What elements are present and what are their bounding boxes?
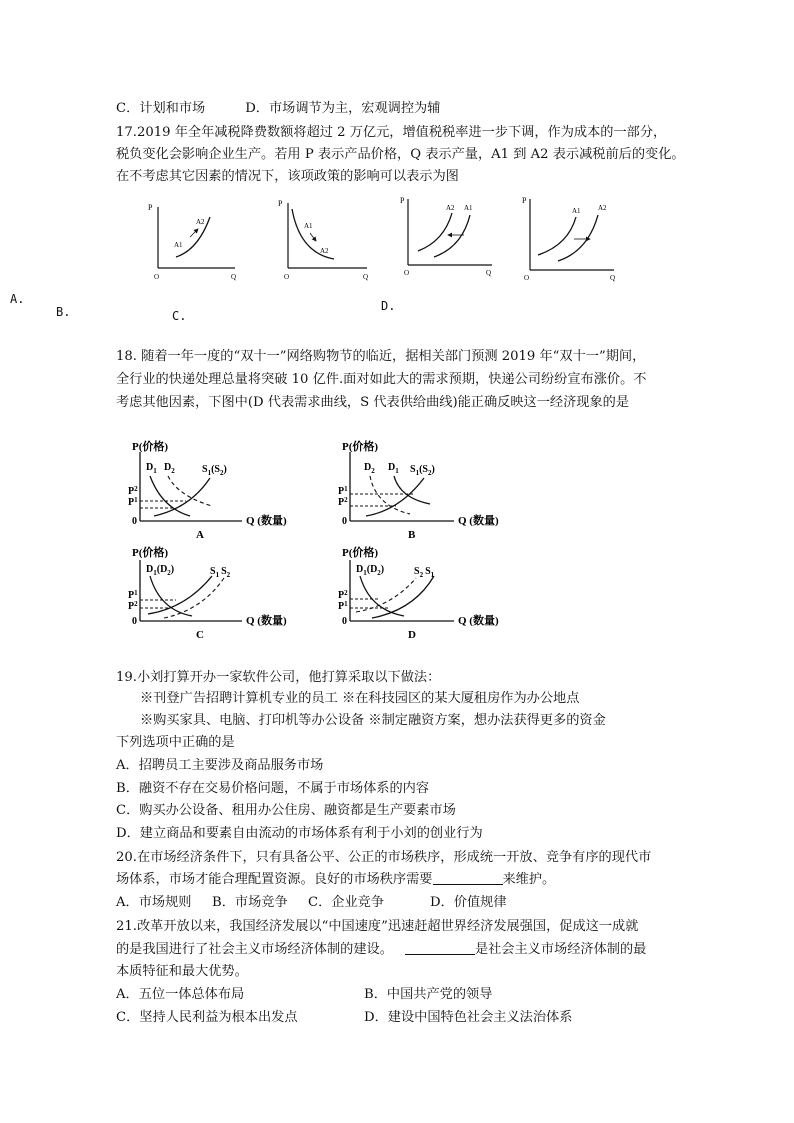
q21-answer-blank: [405, 940, 475, 955]
svg-text:P2: $P^2$: [128, 600, 138, 612]
q19-option-b: B．融资不存在交易价格问题，不属于市场体系的内容: [116, 781, 430, 796]
q17-a-curve-2: A2: [196, 218, 205, 226]
q17-stem-line-1: 17.2019 年全年减税降费数额将超过 2 万亿元，增值税税率进一步下调，作为成本的一部分，: [116, 125, 667, 140]
q21-options-row-1: [116, 984, 492, 1006]
q20-stem-line-2: [116, 869, 555, 891]
q17-a-q-label: Q: [231, 273, 237, 281]
q17-b-curve-1: A1: [304, 222, 313, 230]
svg-text:D2: $D_2$: [364, 462, 375, 475]
q16-option-c: C．计划和市场: [116, 101, 206, 116]
svg-text:S1S2: $S_1$ $S_2$: [210, 566, 231, 579]
q18-chart-a: [128, 439, 287, 541]
svg-text:P1: $P^1$: [128, 589, 138, 601]
q18-stem-line-2: 全行业的快递处理总量将突破 10 亿件.面对如此大的需求预期，快递公司纷纷宣布涨价。不: [116, 372, 647, 387]
q17-graph-c: [400, 196, 492, 277]
q17-a-o-label: O: [154, 273, 160, 281]
q17-stem-line-3: 在不考虑其它因素的情况下，该项政策的影响可以表示为图: [116, 169, 459, 184]
q21-stem-line-2: [116, 939, 646, 961]
q21-options-row-2: [116, 1007, 572, 1029]
q20-options: [116, 892, 507, 914]
q20-option-d: D．价值规律: [430, 895, 507, 910]
q17-stem-line-2: 税负变化会影响企业生产。若用 P 表示产品价格，Q 表示产量，A1 到 A2 表示减税前后的变化。: [116, 147, 685, 162]
q17-option-d-label: D.: [381, 299, 396, 313]
q16-options: [116, 98, 440, 120]
svg-text:P1: $P^1$: [338, 485, 348, 497]
q17-option-b-label: B.: [56, 305, 71, 319]
svg-text:P2: $P^2$: [338, 496, 348, 508]
q19-prompt: 下列选项中正确的是: [116, 735, 235, 750]
q17-graphs: [140, 195, 640, 295]
q17-d-curve-2: A2: [598, 204, 607, 212]
q17-b-q-label: Q: [363, 273, 369, 281]
q20-stem-line-1: 20.在市场经济条件下，只有具备公平、公正的市场秩序，形成统一开放、竞争有序的现代市: [116, 850, 652, 865]
q21-stem-line-2-b: 是社会主义市场经济体制的最: [474, 942, 647, 957]
q17-d-p-label: P: [522, 196, 527, 205]
q20-stem-line-2-a: 场体系，市场才能合理配置资源。良好的市场秩序需要: [116, 872, 433, 887]
q18-a-letter: A: [196, 529, 204, 541]
q20-answer-blank: [433, 870, 503, 885]
q18-a-zero: 0: [132, 516, 137, 527]
svg-text:P1: $P^1$: [128, 496, 138, 508]
q21-option-a: A．五位一体总体布局: [116, 987, 245, 1002]
q21-option-c: C．坚持人民利益为根本出发点: [116, 1010, 298, 1025]
q17-b-curve-2: A2: [320, 247, 329, 255]
q17-d-o-label: O: [524, 274, 530, 282]
q18-chart-c: [128, 545, 287, 641]
q21-stem-line-3: 本质特征和最大优势。: [116, 964, 248, 979]
q16-option-d: D．市场调节为主，宏观调控为辅: [245, 101, 441, 116]
svg-text:S1(S2): $S_1(S_2)$: [410, 464, 435, 477]
q17-d-curve-1: A1: [572, 207, 581, 215]
q19-option-a: A．招聘员工主要涉及商品服务市场: [116, 758, 324, 773]
svg-text:P2: $P^2$: [338, 589, 348, 601]
q18-b-y-axis: P(价格): [342, 441, 379, 453]
q19-item-line-2: ※购买家具、电脑、打印机等办公设备 ※制定融资方案，想办法获得更多的资金: [140, 713, 606, 728]
q17-c-p-label: P: [400, 196, 405, 205]
q17-c-o-label: O: [404, 269, 410, 277]
q18-a-x-axis: Q (数量): [246, 515, 287, 527]
q18-chart-d: [338, 545, 499, 641]
svg-text:P1: $P^1$: [338, 600, 348, 612]
q18-c-zero: 0: [132, 616, 137, 627]
q17-c-q-label: Q: [486, 269, 492, 277]
q18-stem-line-1: 18. 随着一年一度的“双十一”网络购物节的临近，据相关部门预测 2019 年“双十一”期间，: [116, 349, 646, 364]
q18-c-letter: C: [196, 629, 204, 641]
q20-option-a: A．市场规则: [116, 895, 192, 910]
q18-charts: [120, 438, 520, 648]
svg-text:D1(D2): $D_1(D_2)$: [146, 564, 175, 577]
svg-text:D1: $D_1$: [146, 462, 157, 475]
q20-stem-line-2-b: 来维护。: [502, 872, 556, 887]
q19-option-d: D．建立商品和要素自由流动的市场体系有利于小刘的创业行为: [116, 826, 483, 841]
q21-option-d: D．建设中国特色社会主义法治体系: [364, 1010, 573, 1025]
q18-c-x-axis: Q (数量): [246, 615, 287, 627]
q18-chart-b: [338, 439, 499, 541]
q17-d-q-label: Q: [610, 274, 616, 282]
svg-text:D1: $D_1$: [388, 462, 399, 475]
q18-d-x-axis: Q (数量): [458, 615, 499, 627]
q19-item-line-1: ※刊登广告招聘计算机专业的员工 ※在科技园区的某大厦租房作为办公地点: [140, 691, 580, 706]
q17-c-curve-2: A1: [464, 204, 473, 212]
svg-text:D2: $D_2$: [164, 462, 175, 475]
svg-text:D1(D2): $D_1(D_2)$: [356, 564, 385, 577]
svg-text:S2S1: $S_2$ $S_1$: [414, 566, 435, 579]
q21-stem-line-2-a: 的是我国进行了社会主义市场经济体制的建设。: [116, 942, 393, 957]
q17-b-o-label: O: [284, 273, 290, 281]
svg-text:S1(S2): $S_1(S_2)$: [202, 464, 227, 477]
q17-graph-b: [278, 199, 368, 281]
q17-graph-d: [522, 196, 615, 282]
q18-d-letter: D: [408, 629, 416, 641]
q19-stem: 19.小刘打算开办一家软件公司，他打算采取以下做法：: [116, 670, 441, 685]
q19-option-c: C．购买办公设备、租用办公住房、融资都是生产要素市场: [116, 803, 456, 818]
q17-option-a-label: A.: [10, 292, 25, 306]
q17-a-curve-1: A1: [174, 241, 183, 249]
svg-text:P2: $P^2$: [128, 485, 138, 497]
q18-c-y-axis: P(价格): [132, 547, 169, 559]
q17-c-curve-1: A2: [446, 204, 455, 212]
q18-d-y-axis: P(价格): [342, 547, 379, 559]
q17-graph-a: [148, 203, 236, 281]
q20-option-b: B．市场竞争: [212, 895, 288, 910]
q18-a-y-axis: P(价格): [132, 441, 169, 453]
q21-option-b: B．中国共产党的领导: [364, 987, 493, 1002]
q18-d-zero: 0: [342, 616, 347, 627]
q21-stem-line-1: 21.改革开放以来，我国经济发展以“中国速度”迅速赶超世界经济发展强国，促成这一成就: [116, 919, 639, 934]
q20-option-c: C．企业竞争: [308, 895, 385, 910]
q17-option-c-label: C.: [172, 309, 187, 323]
q17-a-p-label: P: [148, 203, 153, 212]
q17-b-p-label: P: [278, 199, 283, 208]
q18-b-zero: 0: [342, 516, 347, 527]
q18-b-x-axis: Q (数量): [458, 515, 499, 527]
q18-stem-line-3: 考虑其他因素，下图中(D 代表需求曲线，S 代表供给曲线)能正确反映这一经济现象的是: [116, 395, 630, 410]
q18-b-letter: B: [408, 529, 416, 541]
